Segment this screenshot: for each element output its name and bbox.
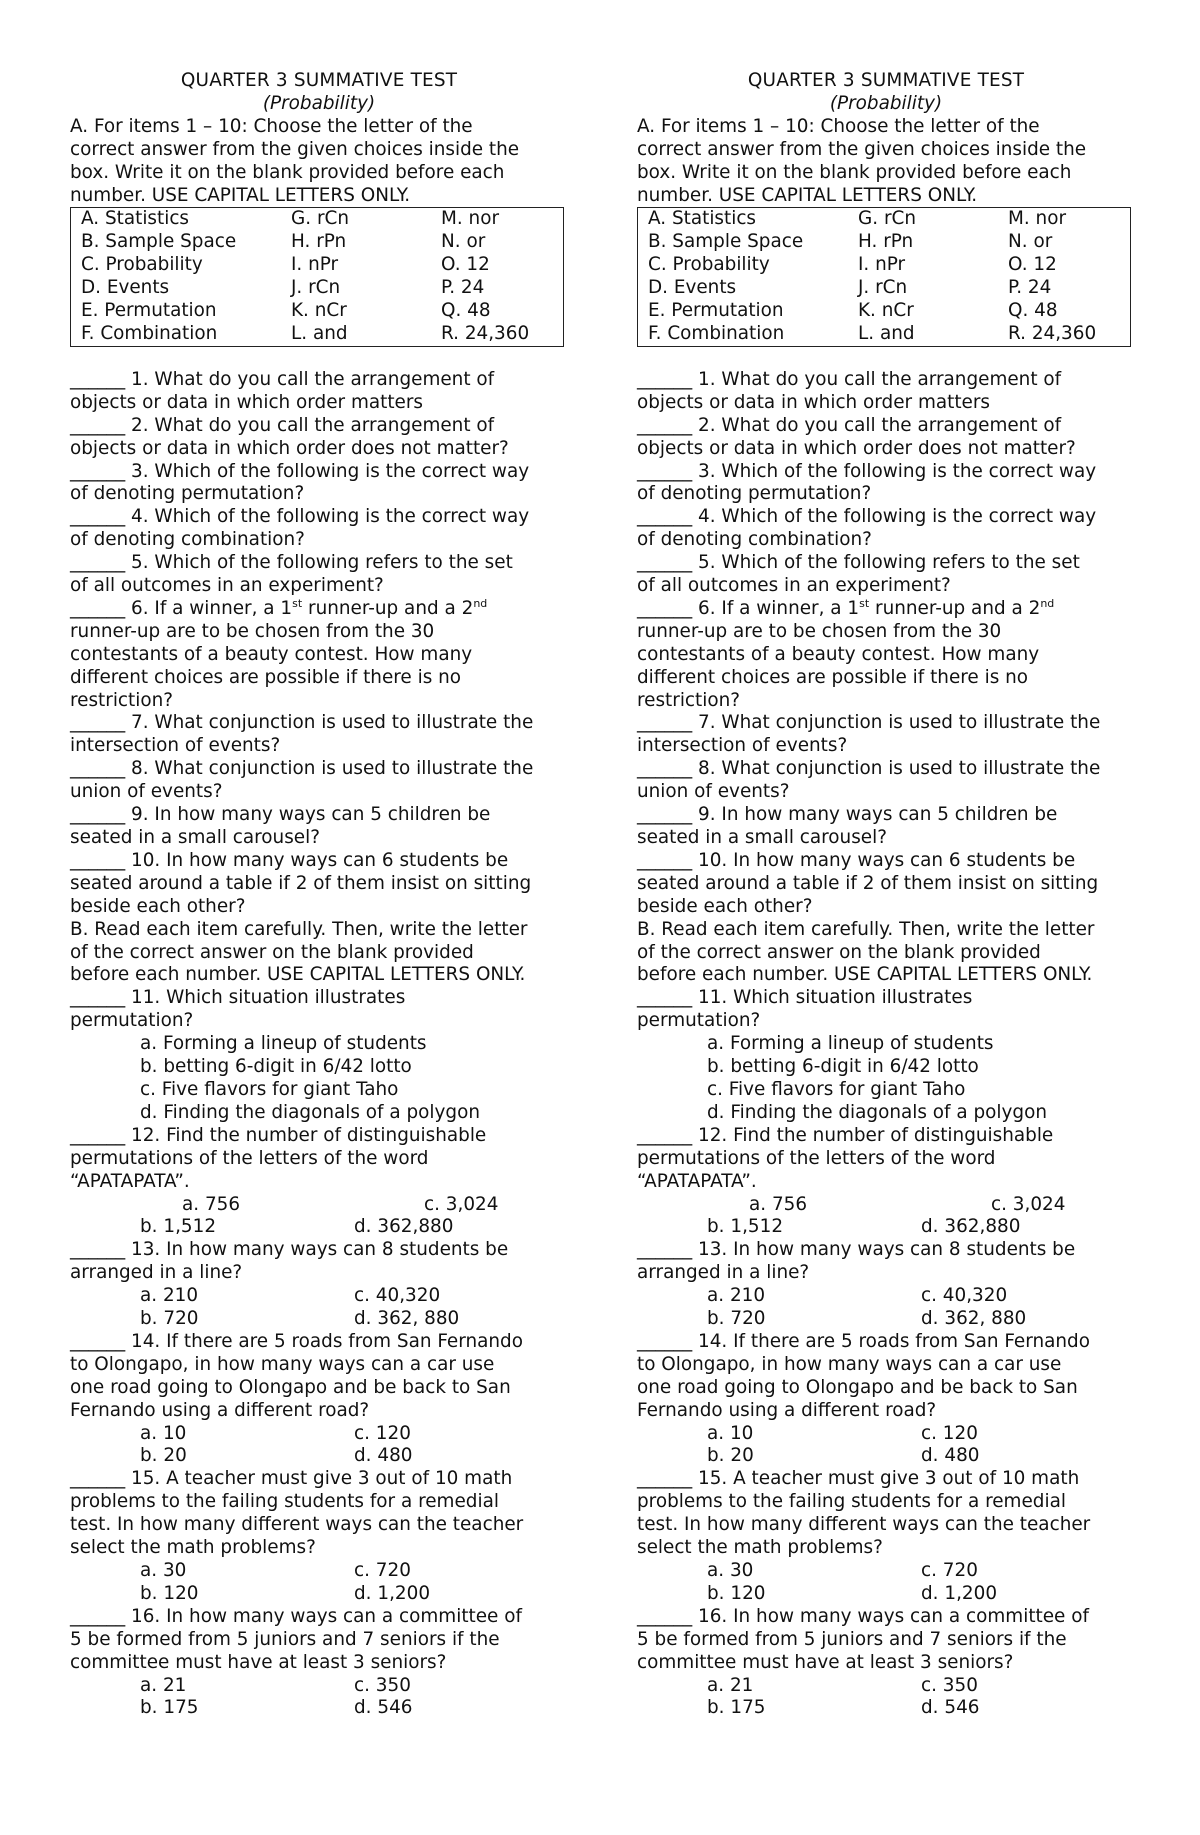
test-subtitle: (Probability) <box>829 92 943 114</box>
option: d. 362,880 <box>354 1216 454 1238</box>
question-9 <box>637 804 1135 850</box>
options-row <box>70 1194 568 1217</box>
question-line: ______ 14. If there are 5 roads from San Fernando <box>70 1330 523 1352</box>
options-row <box>70 1560 568 1583</box>
question-line: 5 be formed from 5 juniors and 7 seniors if the <box>637 1628 1067 1650</box>
question-line: ______ 10. In how many ways can 6 students be <box>70 849 509 871</box>
question-line: 5 be formed from 5 juniors and 7 seniors if the <box>70 1628 500 1650</box>
part-b-instructions <box>637 919 1135 988</box>
option: c. 720 <box>354 1560 411 1581</box>
question-line: union of events? <box>637 781 790 803</box>
choice-cell: C. Probability <box>648 254 770 276</box>
question-10 <box>637 850 1135 919</box>
question-line: different choices are possible if there is no <box>70 666 462 688</box>
question-line: ______ 1. What do you call the arrangement of <box>70 368 495 390</box>
instruction-line: A. For items 1 – 10: Choose the letter of the <box>637 115 1040 137</box>
question-line: contestants of a beauty contest. How many <box>70 643 473 665</box>
option: a. 756 <box>182 1193 241 1215</box>
question-line: objects or data in which order matters <box>70 391 424 413</box>
spacer <box>70 347 568 369</box>
superscript: nd <box>473 596 488 610</box>
question-line: intersection of events? <box>637 735 848 757</box>
part-b-instructions <box>70 919 568 988</box>
question-2 <box>70 415 568 461</box>
option: b. betting 6-digit in 6/42 lotto <box>707 1056 979 1078</box>
choice-cell: F. Combination <box>648 322 785 344</box>
question-line: objects or data in which order does not matter? <box>637 437 1076 459</box>
choice-cell: H. rPn <box>858 231 914 253</box>
options-row <box>637 1560 1135 1583</box>
choices-row <box>638 277 1130 300</box>
options-row <box>637 1445 1135 1468</box>
choice-cell: G. rCn <box>858 208 917 230</box>
choices-row <box>638 300 1130 323</box>
option: b. 20 <box>707 1445 754 1467</box>
option: b. 120 <box>707 1582 766 1604</box>
choices-row <box>638 323 1130 346</box>
instruction-line: number. USE CAPITAL LETTERS ONLY. <box>637 184 978 206</box>
choice-cell: O. 12 <box>1008 254 1057 276</box>
question-7 <box>637 712 1135 758</box>
options-row <box>70 1285 568 1308</box>
choice-cell: B. Sample Space <box>648 231 804 253</box>
question-line: ______ 2. What do you call the arrangement of <box>70 414 495 436</box>
part-a-instructions <box>637 116 1135 208</box>
choice-cell: J. rCn <box>291 277 341 299</box>
question-line: to Olongapo, in how many ways can a car use <box>637 1353 1062 1375</box>
question-line: ______ 9. In how many ways can 5 children be <box>637 804 1058 826</box>
question-line: permutation? <box>637 1010 761 1032</box>
option: d. Finding the diagonals of a polygon <box>707 1101 1047 1123</box>
options-row <box>637 1285 1135 1308</box>
question-10 <box>70 850 568 919</box>
option: d. 1,200 <box>921 1582 998 1604</box>
question-line: restriction? <box>70 689 174 711</box>
choice-cell: L. and <box>291 322 348 344</box>
question-line: ______ 16. In how many ways can a committee of <box>70 1605 522 1627</box>
question-line: ______ 16. In how many ways can a committee of <box>637 1605 1089 1627</box>
question-line: runner-up are to be chosen from the 30 <box>637 620 1002 642</box>
question-line: beside each other? <box>637 895 813 917</box>
answer-choices-table <box>71 208 563 345</box>
question-6 <box>637 598 1135 713</box>
test-copy-left <box>70 70 568 1720</box>
choices-row <box>71 208 563 231</box>
question-line: seated in a small carousel? <box>70 827 320 848</box>
choice-cell: F. Combination <box>81 322 218 344</box>
question-line: select the math problems? <box>70 1537 316 1559</box>
question-3 <box>637 461 1135 507</box>
options-row <box>637 1194 1135 1217</box>
question-line: ______ 12. Find the number of distinguishable <box>637 1124 1054 1146</box>
test-subtitle: (Probability) <box>262 92 376 114</box>
choice-cell: K. nCr <box>858 300 914 322</box>
question-line: ______ 11. Which situation illustrates <box>637 987 973 1009</box>
option: d. Finding the diagonals of a polygon <box>140 1101 480 1123</box>
question-line: Fernando using a different road? <box>637 1399 937 1421</box>
question-line: ______ 4. Which of the following is the correct way <box>637 506 1097 528</box>
question-7 <box>70 712 568 758</box>
question-line: ______ 8. What conjunction is used to illustrate the <box>70 758 534 780</box>
question-8 <box>70 758 568 804</box>
question-16 <box>637 1606 1135 1721</box>
question-line: permutations of the letters of the word <box>637 1147 996 1169</box>
choice-cell: D. Events <box>648 277 737 299</box>
superscript: st <box>859 596 870 610</box>
question-line: ______ 3. Which of the following is the correct way <box>637 460 1097 482</box>
question-12 <box>70 1125 568 1240</box>
answer-choices-box <box>637 207 1131 346</box>
question-15 <box>70 1468 568 1605</box>
question-11 <box>637 987 1135 1124</box>
test-title: QUARTER 3 SUMMATIVE TEST <box>747 70 1025 91</box>
option: d. 546 <box>354 1697 413 1719</box>
option: a. 21 <box>707 1674 754 1696</box>
question-8 <box>637 758 1135 804</box>
question-13 <box>70 1239 568 1331</box>
choices-row <box>71 277 563 300</box>
option: d. 362, 880 <box>354 1308 460 1330</box>
question-line: of denoting combination? <box>637 529 872 551</box>
option: c. 350 <box>921 1674 978 1696</box>
question-line: ______ 10. In how many ways can 6 students be <box>637 849 1076 871</box>
question-1 <box>637 369 1135 415</box>
option: d. 480 <box>921 1445 980 1467</box>
option: c. 120 <box>921 1422 978 1444</box>
choices-row <box>71 300 563 323</box>
question-line: union of events? <box>70 781 223 803</box>
question-line: of all outcomes in an experiment? <box>637 575 951 597</box>
choices-row <box>71 254 563 277</box>
choices-row <box>71 231 563 254</box>
question-line: ______ 12. Find the number of distinguishable <box>70 1124 487 1146</box>
spacer <box>637 347 1135 369</box>
question-line: ______ 1. What do you call the arrangement of <box>637 368 1062 390</box>
question-2 <box>637 415 1135 461</box>
superscript: nd <box>1040 596 1055 610</box>
question-line: of denoting combination? <box>70 529 305 551</box>
question-text: ______ 6. If a winner, a 1 <box>637 597 860 619</box>
option: a. 21 <box>140 1674 187 1696</box>
instruction-line: box. Write it on the blank provided before each <box>637 161 1072 183</box>
question-line: permutations of the letters of the word <box>70 1147 429 1169</box>
question-line: test. In how many different ways can the teacher <box>70 1514 524 1536</box>
option: b. 120 <box>140 1582 199 1604</box>
options-row <box>70 1423 568 1446</box>
question-12 <box>637 1125 1135 1240</box>
option: c. 40,320 <box>354 1285 441 1307</box>
question-line: intersection of events? <box>70 735 281 757</box>
question-line: ______ 5. Which of the following refers to the set <box>637 552 1080 574</box>
option: d. 1,200 <box>354 1582 431 1604</box>
option: a. 210 <box>707 1285 766 1307</box>
option: a. 30 <box>707 1560 754 1581</box>
choice-cell: H. rPn <box>291 231 347 253</box>
question-line: ______ 14. If there are 5 roads from San Fernando <box>637 1330 1090 1352</box>
question-line: of denoting permutation? <box>637 483 872 505</box>
question-14 <box>70 1331 568 1468</box>
question-line: committee must have at least 3 seniors? <box>637 1651 1014 1673</box>
instruction-line: number. USE CAPITAL LETTERS ONLY. <box>70 184 411 206</box>
option: a. 10 <box>140 1422 187 1444</box>
instruction-line: of the correct answer on the blank provided <box>70 941 474 963</box>
option: b. 720 <box>707 1308 766 1330</box>
question-line: of all outcomes in an experiment? <box>70 575 384 597</box>
test-title: QUARTER 3 SUMMATIVE TEST <box>180 70 458 91</box>
question-line: ______ 15. A teacher must give 3 out of 10 math <box>637 1468 1080 1490</box>
options-row <box>70 1675 568 1698</box>
choice-cell: Q. 48 <box>1008 300 1058 322</box>
instruction-line: correct answer from the given choices inside the <box>637 138 1087 160</box>
choice-cell: N. or <box>441 231 486 253</box>
option: c. 350 <box>354 1674 411 1696</box>
options-row <box>70 1308 568 1331</box>
question-line: “APATAPATA”. <box>70 1170 190 1192</box>
options-row <box>70 1445 568 1468</box>
question-text: ______ 6. If a winner, a 1 <box>70 597 293 619</box>
options-row <box>637 1308 1135 1331</box>
question-line: problems to the failing students for a remedial <box>70 1491 499 1513</box>
question-line <box>70 598 568 621</box>
question-line: runner-up are to be chosen from the 30 <box>70 620 435 642</box>
question-3 <box>70 461 568 507</box>
question-5 <box>70 552 568 598</box>
question-line: one road going to Olongapo and be back to San <box>70 1376 511 1398</box>
instruction-line: before each number. USE CAPITAL LETTERS ONLY. <box>637 964 1093 986</box>
question-line: problems to the failing students for a remedial <box>637 1491 1066 1513</box>
instruction-line: box. Write it on the blank provided before each <box>70 161 505 183</box>
choices-row <box>638 231 1130 254</box>
answer-choices-box <box>70 207 564 346</box>
choice-cell: N. or <box>1008 231 1053 253</box>
options-row <box>637 1675 1135 1698</box>
question-line: ______ 9. In how many ways can 5 children be <box>70 804 491 826</box>
choice-cell: R. 24,360 <box>441 322 530 344</box>
options-row <box>70 1583 568 1606</box>
options-row <box>637 1216 1135 1239</box>
choices-row <box>638 254 1130 277</box>
choice-cell: Q. 48 <box>441 300 491 322</box>
option: b. 720 <box>140 1308 199 1330</box>
question-line: ______ 7. What conjunction is used to illustrate the <box>70 712 534 734</box>
question-line: beside each other? <box>70 895 246 917</box>
question-line: seated around a table if 2 of them insist on sitting <box>70 872 532 894</box>
option: c. 3,024 <box>991 1193 1066 1215</box>
option: c. 120 <box>354 1422 411 1444</box>
option: a. 30 <box>140 1560 187 1581</box>
option: a. 10 <box>707 1422 754 1444</box>
question-line: ______ 11. Which situation illustrates <box>70 987 406 1009</box>
options-row <box>637 1423 1135 1446</box>
question-line: objects or data in which order matters <box>637 391 991 413</box>
instruction-line: correct answer from the given choices inside the <box>70 138 520 160</box>
option: b. 1,512 <box>707 1216 784 1238</box>
instruction-line: A. For items 1 – 10: Choose the letter of the <box>70 115 473 137</box>
question-text: runner-up and a 2 <box>302 597 474 619</box>
choice-cell: M. nor <box>441 208 500 230</box>
option: a. 756 <box>749 1193 808 1215</box>
choice-cell: L. and <box>858 322 915 344</box>
question-6 <box>70 598 568 713</box>
question-line: committee must have at least 3 seniors? <box>70 1651 447 1673</box>
superscript: st <box>292 596 303 610</box>
option: a. 210 <box>140 1285 199 1307</box>
question-5 <box>637 552 1135 598</box>
choice-cell: A. Statistics <box>81 208 190 230</box>
question-16 <box>70 1606 568 1721</box>
choice-cell: E. Permutation <box>648 300 784 322</box>
question-1 <box>70 369 568 415</box>
question-line: select the math problems? <box>637 1537 883 1559</box>
question-11 <box>70 987 568 1124</box>
choice-cell: P. 24 <box>441 277 485 299</box>
instruction-line: B. Read each item carefully. Then, write the letter <box>637 918 1095 940</box>
question-line: ______ 15. A teacher must give 3 out of 10 math <box>70 1468 513 1490</box>
part-a-instructions <box>70 116 568 208</box>
question-line: ______ 8. What conjunction is used to illustrate the <box>637 758 1101 780</box>
question-line <box>637 598 1135 621</box>
question-line: ______ 4. Which of the following is the correct way <box>70 506 530 528</box>
option: d. 480 <box>354 1445 413 1467</box>
question-line: ______ 3. Which of the following is the correct way <box>70 460 530 482</box>
question-line: “APATAPATA”. <box>637 1170 757 1192</box>
question-line: to Olongapo, in how many ways can a car use <box>70 1353 495 1375</box>
choice-cell: C. Probability <box>81 254 203 276</box>
question-line: contestants of a beauty contest. How many <box>637 643 1040 665</box>
question-line: ______ 13. In how many ways can 8 students be <box>637 1239 1076 1261</box>
question-line: ______ 13. In how many ways can 8 students be <box>70 1239 509 1261</box>
question-line: arranged in a line? <box>70 1262 243 1284</box>
choice-cell: P. 24 <box>1008 277 1052 299</box>
question-line: Fernando using a different road? <box>70 1399 370 1421</box>
option: a. Forming a lineup of students <box>140 1033 427 1055</box>
choice-cell: M. nor <box>1008 208 1067 230</box>
choice-cell: B. Sample Space <box>81 231 237 253</box>
instruction-line: B. Read each item carefully. Then, write the letter <box>70 918 528 940</box>
question-line: seated around a table if 2 of them insist on sitting <box>637 872 1099 894</box>
question-line: ______ 7. What conjunction is used to illustrate the <box>637 712 1101 734</box>
question-line: seated in a small carousel? <box>637 827 887 848</box>
choice-cell: J. rCn <box>858 277 908 299</box>
option: b. 1,512 <box>140 1216 217 1238</box>
choice-cell: G. rCn <box>291 208 350 230</box>
question-4 <box>70 506 568 552</box>
question-line: arranged in a line? <box>637 1262 810 1284</box>
question-line: one road going to Olongapo and be back to San <box>637 1376 1078 1398</box>
choice-cell: E. Permutation <box>81 300 217 322</box>
instruction-line: of the correct answer on the blank provided <box>637 941 1041 963</box>
question-line: ______ 5. Which of the following refers to the set <box>70 552 513 574</box>
option: c. 3,024 <box>424 1193 499 1215</box>
question-line: ______ 2. What do you call the arrangement of <box>637 414 1062 436</box>
options-row <box>70 1697 568 1720</box>
test-copy-right <box>637 70 1135 1720</box>
option: b. betting 6-digit in 6/42 lotto <box>140 1056 412 1078</box>
choice-cell: A. Statistics <box>648 208 757 230</box>
option: c. 40,320 <box>921 1285 1008 1307</box>
instruction-line: before each number. USE CAPITAL LETTERS ONLY. <box>70 964 526 986</box>
answer-choices-table <box>638 208 1130 345</box>
option: d. 546 <box>921 1697 980 1719</box>
options-row <box>637 1697 1135 1720</box>
option: c. Five flavors for giant Taho <box>140 1078 399 1100</box>
question-line: objects or data in which order does not matter? <box>70 437 509 459</box>
option: c. 720 <box>921 1560 978 1581</box>
question-line: permutation? <box>70 1010 194 1032</box>
options-row <box>637 1583 1135 1606</box>
question-text: runner-up and a 2 <box>869 597 1041 619</box>
choice-cell: I. nPr <box>291 254 339 276</box>
question-13 <box>637 1239 1135 1331</box>
option: d. 362,880 <box>921 1216 1021 1238</box>
question-14 <box>637 1331 1135 1468</box>
option: b. 20 <box>140 1445 187 1467</box>
options-row <box>70 1216 568 1239</box>
choice-cell: O. 12 <box>441 254 490 276</box>
option: b. 175 <box>140 1697 199 1719</box>
choices-row <box>71 323 563 346</box>
question-4 <box>637 506 1135 552</box>
option: b. 175 <box>707 1697 766 1719</box>
option: d. 362, 880 <box>921 1308 1027 1330</box>
choice-cell: I. nPr <box>858 254 906 276</box>
option: c. Five flavors for giant Taho <box>707 1078 966 1100</box>
question-line: different choices are possible if there is no <box>637 666 1029 688</box>
question-line: of denoting permutation? <box>70 483 305 505</box>
question-line: test. In how many different ways can the teacher <box>637 1514 1091 1536</box>
choice-cell: R. 24,360 <box>1008 322 1097 344</box>
choices-row <box>638 208 1130 231</box>
question-9 <box>70 804 568 850</box>
choice-cell: K. nCr <box>291 300 347 322</box>
question-line: restriction? <box>637 689 741 711</box>
question-15 <box>637 1468 1135 1605</box>
option: a. Forming a lineup of students <box>707 1033 994 1055</box>
choice-cell: D. Events <box>81 277 170 299</box>
